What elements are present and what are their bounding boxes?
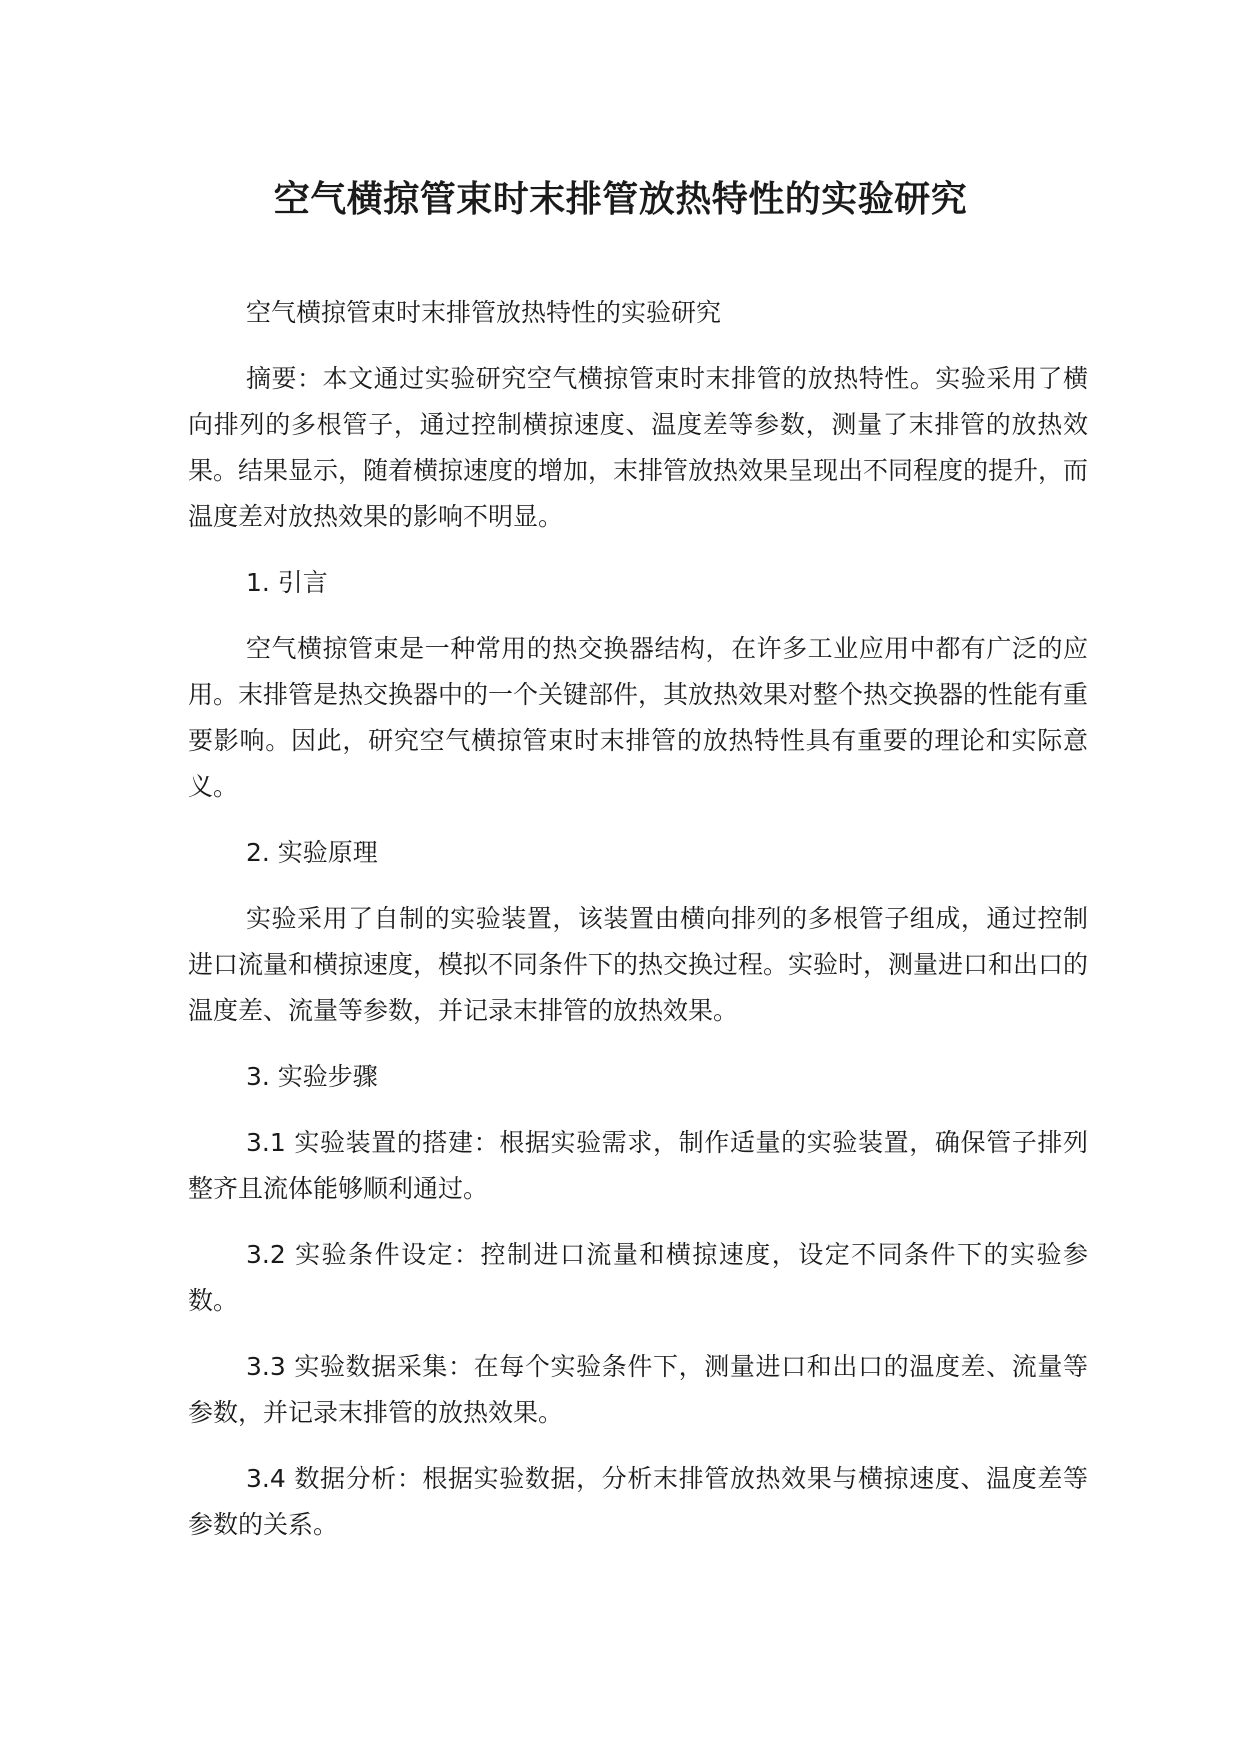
step-3-2-paragraph: 3.2 实验条件设定：控制进口流量和横掠速度，设定不同条件下的实验参数。 [188,1240,1088,1315]
section-heading-steps: 3. 实验步骤 [246,1062,378,1091]
step-3-3-paragraph: 3.3 实验数据采集：在每个实验条件下，测量进口和出口的温度差、流量等参数，并记录末排管的放热效果。 [188,1352,1088,1427]
principle-paragraph: 实验采用了自制的实验装置，该装置由横向排列的多根管子组成，通过控制进口流量和横掠速度，模拟不同条件下的热交换过程。实验时，测量进口和出口的温度差、流量等参数，并记录末排管的放热效果。 [188,904,1089,1025]
document-body [188,290,1088,1568]
document-title: 空气横掠管束时末排管放热特性的实验研究 [273,179,968,220]
step-3-4-paragraph: 3.4 数据分析：根据实验数据，分析末排管放热效果与横掠速度、温度差等参数的关系。 [188,1464,1088,1539]
step-3-1-paragraph: 3.1 实验装置的搭建：根据实验需求，制作适量的实验装置，确保管子排列整齐且流体能够顺利通过。 [188,1128,1088,1203]
introduction-paragraph: 空气横掠管束是一种常用的热交换器结构，在许多工业应用中都有广泛的应用。末排管是热交换器中的一个关键部件，其放热效果对整个热交换器的性能有重要影响。因此，研究空气横掠管束时末排管的放热特性具有重要的理论和实际意义。 [188,634,1089,801]
subtitle-paragraph: 空气横掠管束时末排管放热特性的实验研究 [246,298,722,327]
abstract-paragraph: 摘要：本文通过实验研究空气横掠管束时末排管的放热特性。实验采用了横向排列的多根管子，通过控制横掠速度、温度差等参数，测量了末排管的放热效果。结果显示，随着横掠速度的增加，末排管放热效果呈现出不同程度的提升，而温度差对放热效果的影响不明显。 [188,364,1089,531]
section-heading-principle: 2. 实验原理 [246,838,378,867]
section-heading-introduction: 1. 引言 [246,568,328,597]
